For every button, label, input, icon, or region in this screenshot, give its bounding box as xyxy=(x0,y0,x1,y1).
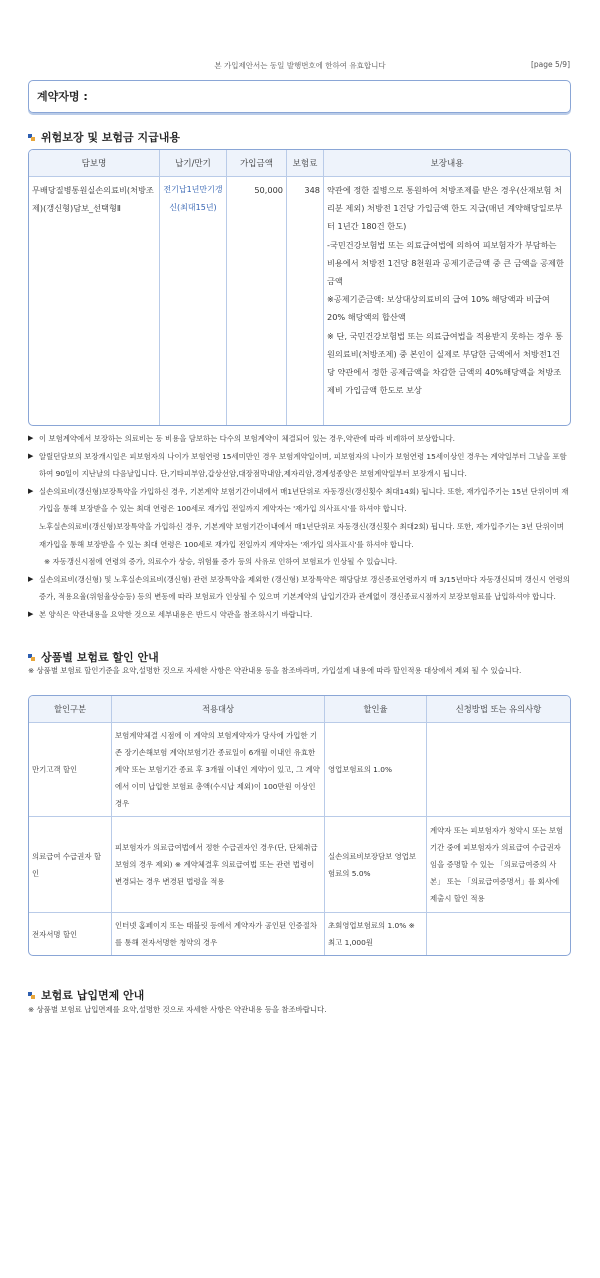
discount-type: 의료급여 수급권자 할인 xyxy=(29,817,112,913)
discount-section-title xyxy=(28,649,159,665)
coverage-premium: 348 xyxy=(287,177,324,425)
contractor-box xyxy=(28,80,571,113)
coverage-amount: 50,000 xyxy=(227,177,287,425)
exemption-section-title xyxy=(28,987,144,1003)
page-number: [page 5/9] xyxy=(530,60,570,69)
section-bullet-icon xyxy=(28,992,35,999)
discount-method: 계약자 또는 피보험자가 청약시 또는 보험기간 중에 피보험자가 의료급여 수급권자 임을 증명할 수 있는 「의료급여증의 사본」 또는 「의료급여증명서」를 회사에 제출시 할인 적용 xyxy=(427,817,570,913)
header-rate: 할인율 xyxy=(325,696,427,723)
coverage-name: 무배당질병통원실손의료비(처방조제)(갱신형)담보_선택형Ⅱ xyxy=(29,177,160,425)
header-term: 납기/만기 xyxy=(160,150,227,177)
desc-line: ※ 단, 국민건강보험법 또는 의료급여법을 적용받지 못하는 경우 통원의료비(처방조제) 중 본인이 실제로 부담한 금액에서 처방전1건당 약관에서 정한 공제금액을 차감한 금액의 40%해당액을 처방조제비 가입금액 한도로 보상 xyxy=(327,330,563,396)
discount-target: 피보험자가 의료급여법에서 정한 수급권자인 경우(단, 단체취급보험의 경우 제외) ※ 계약체결후 의료급여법 또는 관련 법령이 변경되는 경우 변경된 법령을 적용 xyxy=(112,817,325,913)
validity-note: 본 가입제안서는 동일 발행번호에 한하여 유효합니다 xyxy=(214,61,386,70)
note-sub: 노후실손의료비(갱신형)보장특약을 가입하신 경우, 기본계약 보험기간이내에서 매1년단위로 자동갱신(갱신횟수 최대2회) 됩니다. 또한, 재가입주기는 3년 단위이며 재가입을 통해 보장받을 수 있는 최대 연령은 100세로 재가입 전일까지 계약자는 '재가입 의사표시'를 하셔야 합니다. xyxy=(39,521,564,549)
header-premium: 보험료 xyxy=(287,150,324,177)
discount-rate: 초회영업보험료의 1.0% ※ 최고 1,000원 xyxy=(325,913,427,955)
discount-type: 전자서명 할인 xyxy=(29,913,112,955)
header-amount: 가입금액 xyxy=(227,150,287,177)
discount-title-text: 상품별 보험료 할인 안내 xyxy=(41,651,159,664)
coverage-description xyxy=(324,177,570,425)
discount-table xyxy=(28,695,571,956)
section-bullet-icon xyxy=(28,654,35,661)
note-item: ▶ 이 보험계약에서 보장하는 의료비는 동 비용을 담보하는 다수의 보험계약이 체결되어 있는 경우,약관에 따라 비례하여 보상합니다. xyxy=(28,430,573,448)
exemption-title-text: 보험료 납입면제 안내 xyxy=(41,989,145,1002)
coverage-term: 전기납1년만기갱신(최대15년) xyxy=(160,177,227,425)
table-row xyxy=(29,913,570,955)
coverage-notes xyxy=(28,430,573,624)
desc-line: -국민건강보험법 또는 의료급여법에 의하여 피보험자가 부담하는 비용에서 처방전 1건당 8천원과 공제기준금액 중 큰 금액을 공제한 금액 xyxy=(327,239,564,287)
exemption-note: ※ 상품별 보험료 납입면제를 요약,설명한 것으로 자세한 사항은 약관내용 등을 참조바랍니다. xyxy=(28,1005,327,1014)
note-item: ▶ 본 양식은 약관내용을 요약한 것으로 세부내용은 반드시 약관을 참조하시기 바랍니다. xyxy=(28,606,573,624)
discount-method xyxy=(427,723,570,817)
discount-target: 인터넷 홈페이지 또는 태블릿 등에서 계약자가 공인된 인증절차를 통해 전자서명한 청약의 경우 xyxy=(112,913,325,955)
note-sub: ※ 자동갱신시점에 연령의 증가, 의료수가 상승, 위험률 증가 등의 사유로 인하여 보험료가 인상될 수 있습니다. xyxy=(44,557,398,567)
desc-line: 약관에 정한 질병으로 통원하여 처방조제를 받은 경우(산재보험 처리분 제외) 처방전 1건당 가입금액 한도 지급(매년 계약해당일로부터 1년간 180건 한도) xyxy=(327,185,563,232)
discount-note: ※ 상품별 보험료 할인기준을 요약,설명한 것으로 자세한 사항은 약관내용 등을 참조바라며, 가입설계 내용에 따라 할인적용 대상에서 제외 될 수 있습니다. xyxy=(28,666,522,675)
desc-line: ※공제기준금액: 보상대상의료비의 급여 10% 해당액과 비급여 20% 해당액의 합산액 xyxy=(327,294,550,323)
header-method: 신청방법 또는 유의사항 xyxy=(427,696,570,723)
discount-header-row xyxy=(29,696,570,723)
note-item: ▶ 알릴던담보의 보장개시일은 피보험자의 나이가 보험연령 15세미만인 경우 보험계약일이며, 피보험자의 나이가 보험연령 15세이상인 경우는 계약일부터 그날을 포함하여 90일이 지난날의 다음날입니다. 단,기타피부암,갑상선암,대장점막내암,제자리암,경계성종양은 보험계약일부터 보장개시 됩니다. xyxy=(28,448,573,483)
discount-rate: 실손의료비보장담보 영업보험료의 5.0% xyxy=(325,817,427,913)
discount-method xyxy=(427,913,570,955)
note-item: ▶ 실손의료비(갱신형) 및 노후실손의료비(갱신형) 관련 보장특약을 제외한 (갱신형) 보장특약은 해당담보 갱신종료연령까지 매 3/15년마다 자동갱신되며 갱신시 연령의 증가, 적용요율(위험율상승등) 등의 변동에 따라 보험료가 인상될 수 있으며 기본계약의 납입기간과 관계없이 갱신종료시점까지 보장보험료를 납입하셔야 합니다. xyxy=(28,571,573,606)
contractor-label: 계약자명 : xyxy=(37,90,88,103)
discount-target: 보험계약체결 시점에 이 계약의 보험계약자가 당사에 가입한 기존 장기손해보험 계약(보험기간 종료일이 6개월 이내인 유효한 계약 또는 보험기간 종료 후 3개월 이내인 계약)이 있고, 그 계약에서 이미 납입한 보험료 총액(수시납 제외)이 100만원 이상인 경우 xyxy=(112,723,325,817)
header-description: 보장내용 xyxy=(324,150,570,177)
header-coverage-name: 담보명 xyxy=(29,150,160,177)
discount-rate: 영업보험료의 1.0% xyxy=(325,723,427,817)
section-bullet-icon xyxy=(28,134,35,141)
coverage-table xyxy=(28,149,571,426)
header-discount-type: 할인구분 xyxy=(29,696,112,723)
table-row xyxy=(29,723,570,817)
coverage-title-text: 위험보장 및 보험금 지급내용 xyxy=(41,131,180,144)
header-target: 적용대상 xyxy=(112,696,325,723)
table-row xyxy=(29,177,570,425)
coverage-header-row xyxy=(29,150,570,177)
discount-type: 만기고객 할인 xyxy=(29,723,112,817)
table-row xyxy=(29,817,570,913)
coverage-section-title xyxy=(28,129,180,145)
note-item: ▶ 실손의료비(갱신형)보장특약을 가입하신 경우, 기본계약 보험기간이내에서 매1년단위로 자동갱신(갱신횟수 최대14회) 됩니다. 또한, 재가입주기는 15년 단위이며 재가입을 통해 보장받을 수 있는 최대 연령은 100세로 재가입 전일까지 계약자는 '재가입 의사표시'를 하셔야 합니다. xyxy=(28,483,573,518)
